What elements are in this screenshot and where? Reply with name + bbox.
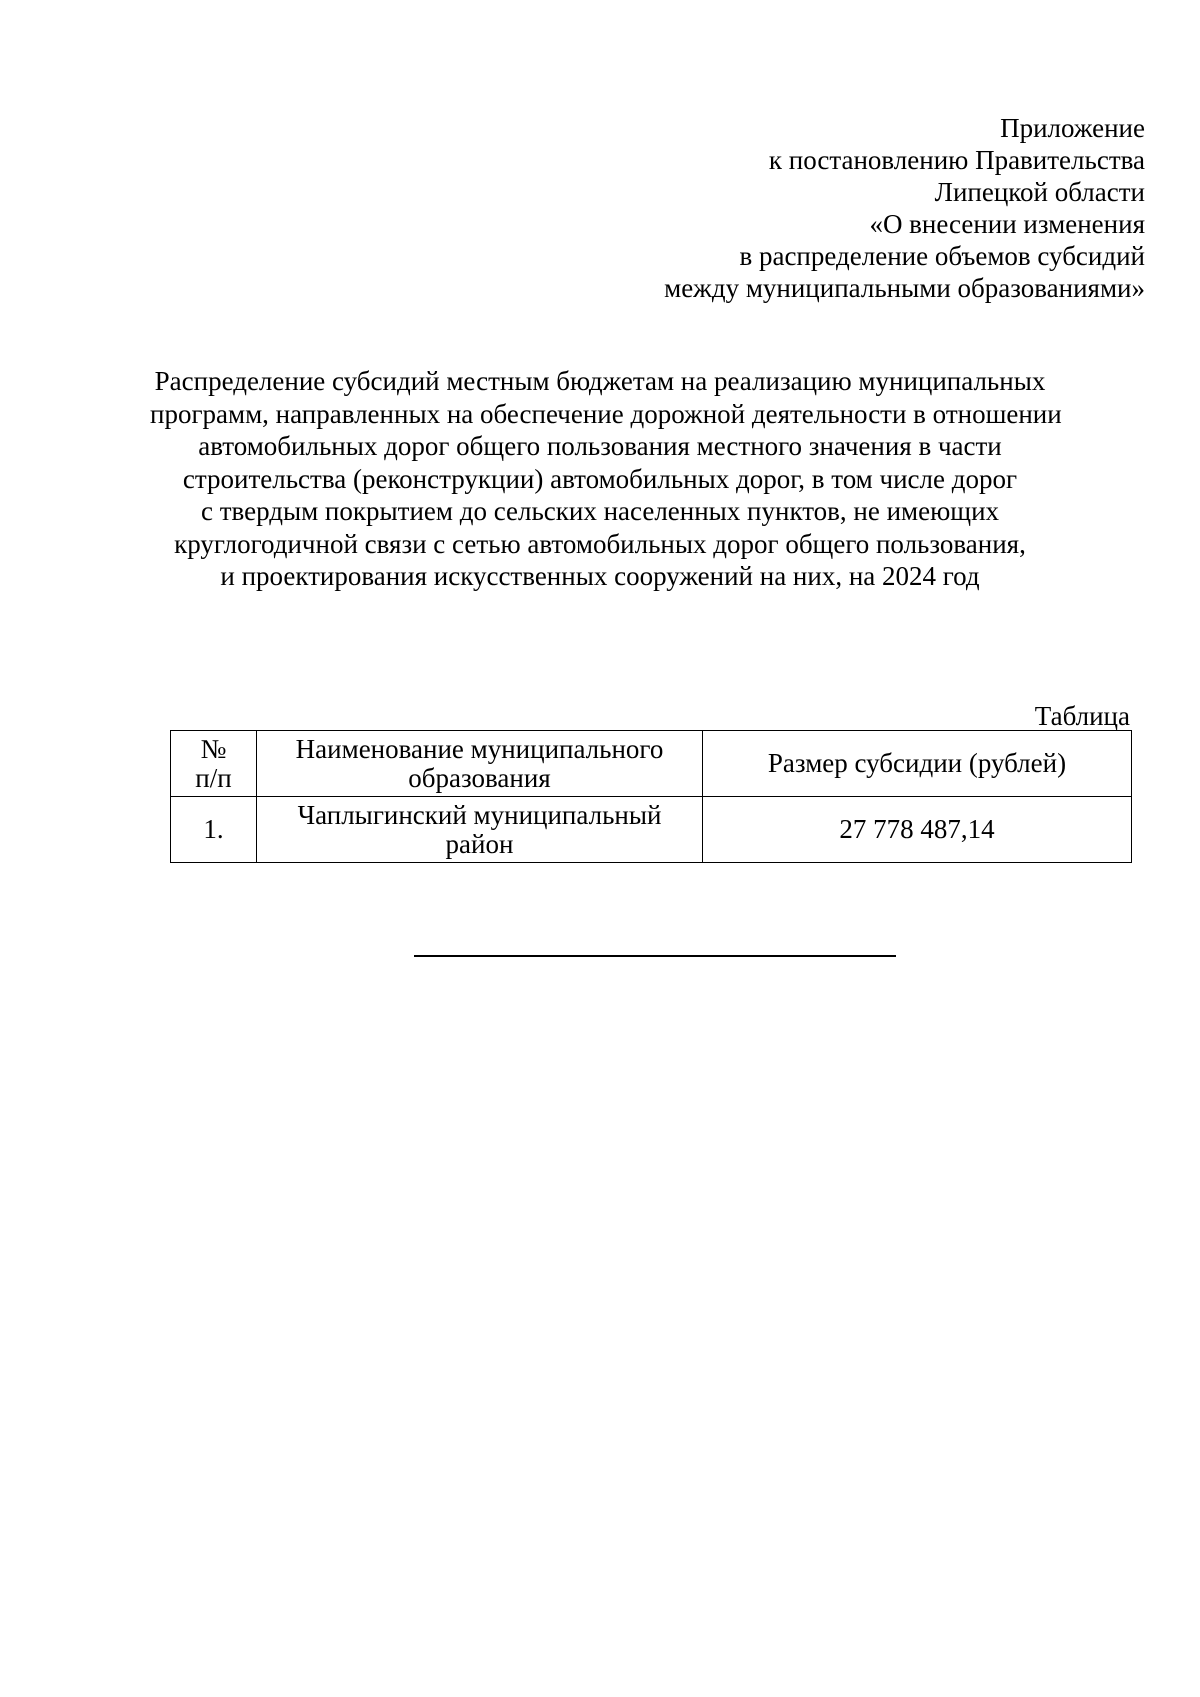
title-line: программ, направленных на обеспечение дорожной деятельности в отношении	[150, 398, 1062, 429]
header-num	[171, 731, 257, 797]
title-line: и проектирования искусственных сооружений на них, на 2024 год	[220, 561, 980, 591]
header-name-line: Наименование муниципального	[295, 733, 664, 764]
appendix-block	[545, 112, 1145, 304]
cell-name-line: район	[445, 828, 514, 859]
cell-amount: 27 778 487,14	[703, 797, 1132, 863]
title-line: с твердым покрытием до сельских населенных пунктов, не имеющих	[200, 496, 1000, 526]
header-name	[257, 731, 703, 797]
appendix-line: Приложение	[1000, 113, 1145, 143]
cell-name	[257, 797, 703, 863]
header-name-line: образования	[408, 762, 551, 793]
table-header-row	[171, 731, 1132, 797]
appendix-line: к постановлению Правительства	[768, 145, 1145, 175]
appendix-line: в распределение объемов субсидий	[739, 241, 1145, 271]
header-num-line: п/п	[195, 762, 232, 793]
title-line: строительства (реконструкции) автомобильных дорог, в том числе дорог	[182, 463, 1018, 494]
header-num-line: №	[200, 733, 227, 764]
appendix-line: между муниципальными образованиями»	[664, 273, 1145, 303]
cell-num: 1.	[171, 797, 257, 863]
appendix-line: Липецкой области	[934, 177, 1145, 207]
table-caption: Таблица	[1034, 701, 1130, 731]
header-amount: Размер субсидии (рублей)	[703, 731, 1132, 797]
end-rule-divider	[414, 955, 896, 957]
subsidy-table	[170, 730, 1132, 863]
document-title	[150, 365, 1062, 593]
cell-name-line: Чаплыгинский муниципальный	[297, 799, 662, 830]
title-line: автомобильных дорог общего пользования местного значения в части	[198, 431, 1002, 461]
title-line: Распределение субсидий местным бюджетам на реализацию муниципальных	[154, 366, 1046, 396]
appendix-line: «О внесении изменения	[869, 209, 1145, 239]
title-line: круглогодичной связи с сетью автомобильных дорог общего пользования,	[174, 528, 1026, 559]
table-row	[171, 797, 1132, 863]
